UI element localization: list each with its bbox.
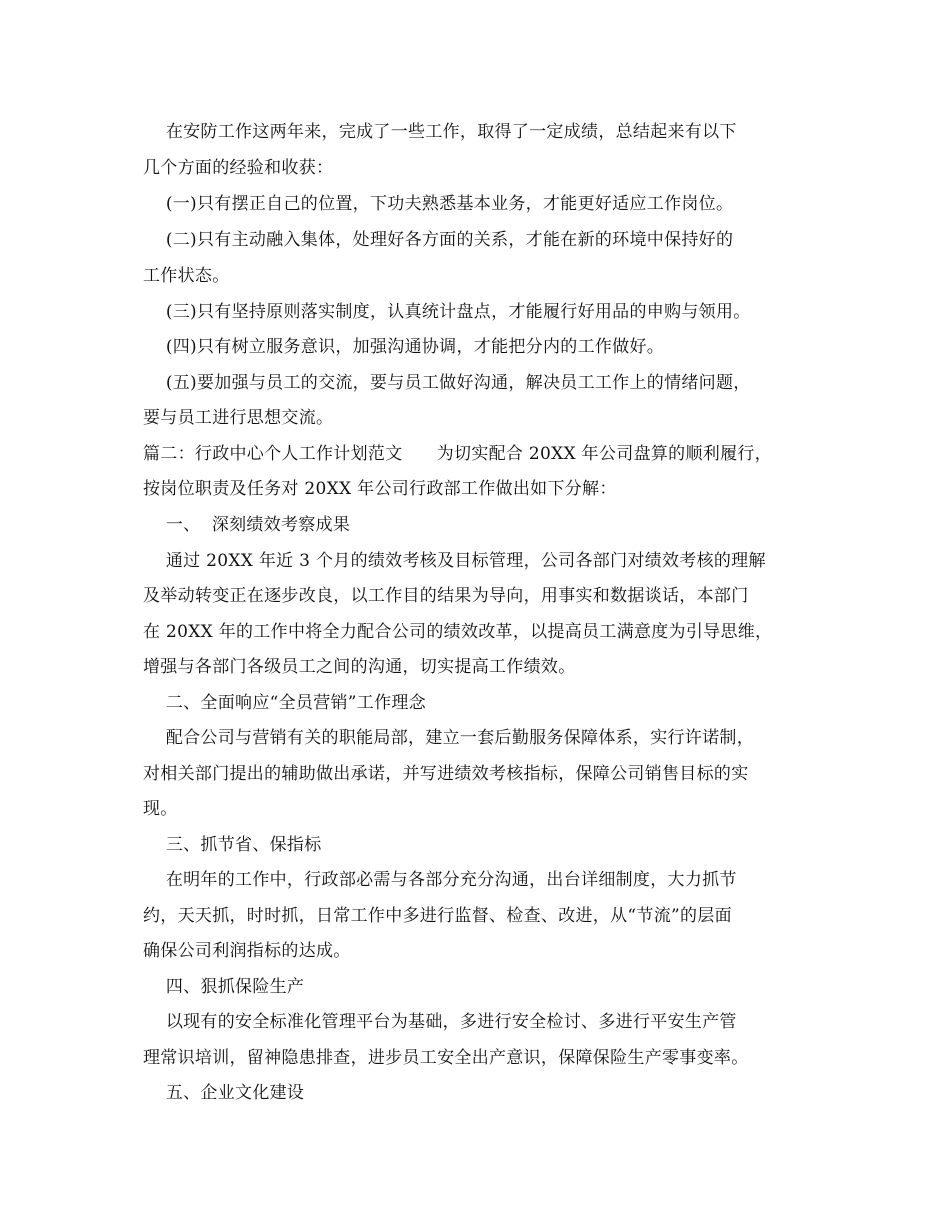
paragraph-line: 对相关部门提出的辅助做出承诺，并写进绩效考核指标，保障公司销售目标的实 xyxy=(143,764,749,784)
paragraph-line: 确保公司利润指标的达成。 xyxy=(143,941,351,961)
paragraph-line: 几个方面的经验和收获： xyxy=(143,158,334,178)
paragraph-line: 通过 20XX 年近 3 个月的绩效考核及目标管理，公司各部门对绩效考核的理解 xyxy=(143,551,766,571)
paragraph-line: 在 20XX 年的工作中将全力配合公司的绩效改革，以提高员工满意度为引导思维， xyxy=(143,622,773,642)
paragraph-line: 以现有的安全标准化管理平台为基础，多进行安全检讨、多进行平安生产管 xyxy=(143,1012,737,1032)
paragraph-line: 按岗位职责及任务对 20XX 年公司行政部工作做出如下分解： xyxy=(143,479,617,499)
list-item-line: (一)只有摆正自己的位置，下功夫熟悉基本业务，才能更好适应工作岗位。 xyxy=(143,194,734,214)
list-item-line: 工作状态。 xyxy=(143,266,230,286)
paragraph-line: 及举动转变正在逐步改良，以工作目的结果为导向，用事实和数据谈话，本部门 xyxy=(143,586,749,606)
list-item-line: 要与员工进行思想交流。 xyxy=(143,408,334,428)
list-item-line: (三)只有坚持原则落实制度，认真统计盘点，才能履行好用品的申购与领用。 xyxy=(143,302,751,322)
paragraph-line: 现。 xyxy=(143,799,178,819)
list-item-line: (二)只有主动融入集体，处理好各方面的关系，才能在新的环境中保持好的 xyxy=(143,230,734,250)
paragraph-line: 增强与各部门各级员工之间的沟通，切实提高工作绩效。 xyxy=(143,657,576,677)
paragraph-line: 在安防工作这两年来，完成了一些工作，取得了一定成绩，总结起来有以下 xyxy=(143,122,737,142)
list-item-line: (五)要加强与员工的交流，要与员工做好沟通，解决员工工作上的情绪问题， xyxy=(143,373,751,393)
heading-line: 四、狠抓保险生产 xyxy=(143,977,305,997)
section-title-line: 篇二：行政中心个人工作计划范文 为切实配合 20XX 年公司盘算的顺利履行， xyxy=(143,444,772,464)
list-item-line: (四)只有树立服务意识，加强沟通协调，才能把分内的工作做好。 xyxy=(143,337,665,357)
heading-line: 五、企业文化建设 xyxy=(143,1083,305,1103)
paragraph-line: 约，天天抓，时时抓，日常工作中多进行监督、检查、改进，从“节流”的层面 xyxy=(143,906,732,926)
paragraph-line: 理常识培训，留神隐患排查，进步员工安全出产意识，保障保险生产零事变率。 xyxy=(143,1048,749,1068)
paragraph-line: 配合公司与营销有关的职能局部，建立一套后勤服务保障体系，实行许诺制， xyxy=(143,728,755,748)
heading-line: 一、 深刻绩效考察成果 xyxy=(143,515,351,535)
heading-line: 二、全面响应“全员营销”工作理念 xyxy=(143,693,426,713)
heading-line: 三、抓节省、保指标 xyxy=(143,835,322,855)
paragraph-line: 在明年的工作中，行政部必需与各部分充分沟通，出台详细制度，大力抓节 xyxy=(143,870,737,890)
